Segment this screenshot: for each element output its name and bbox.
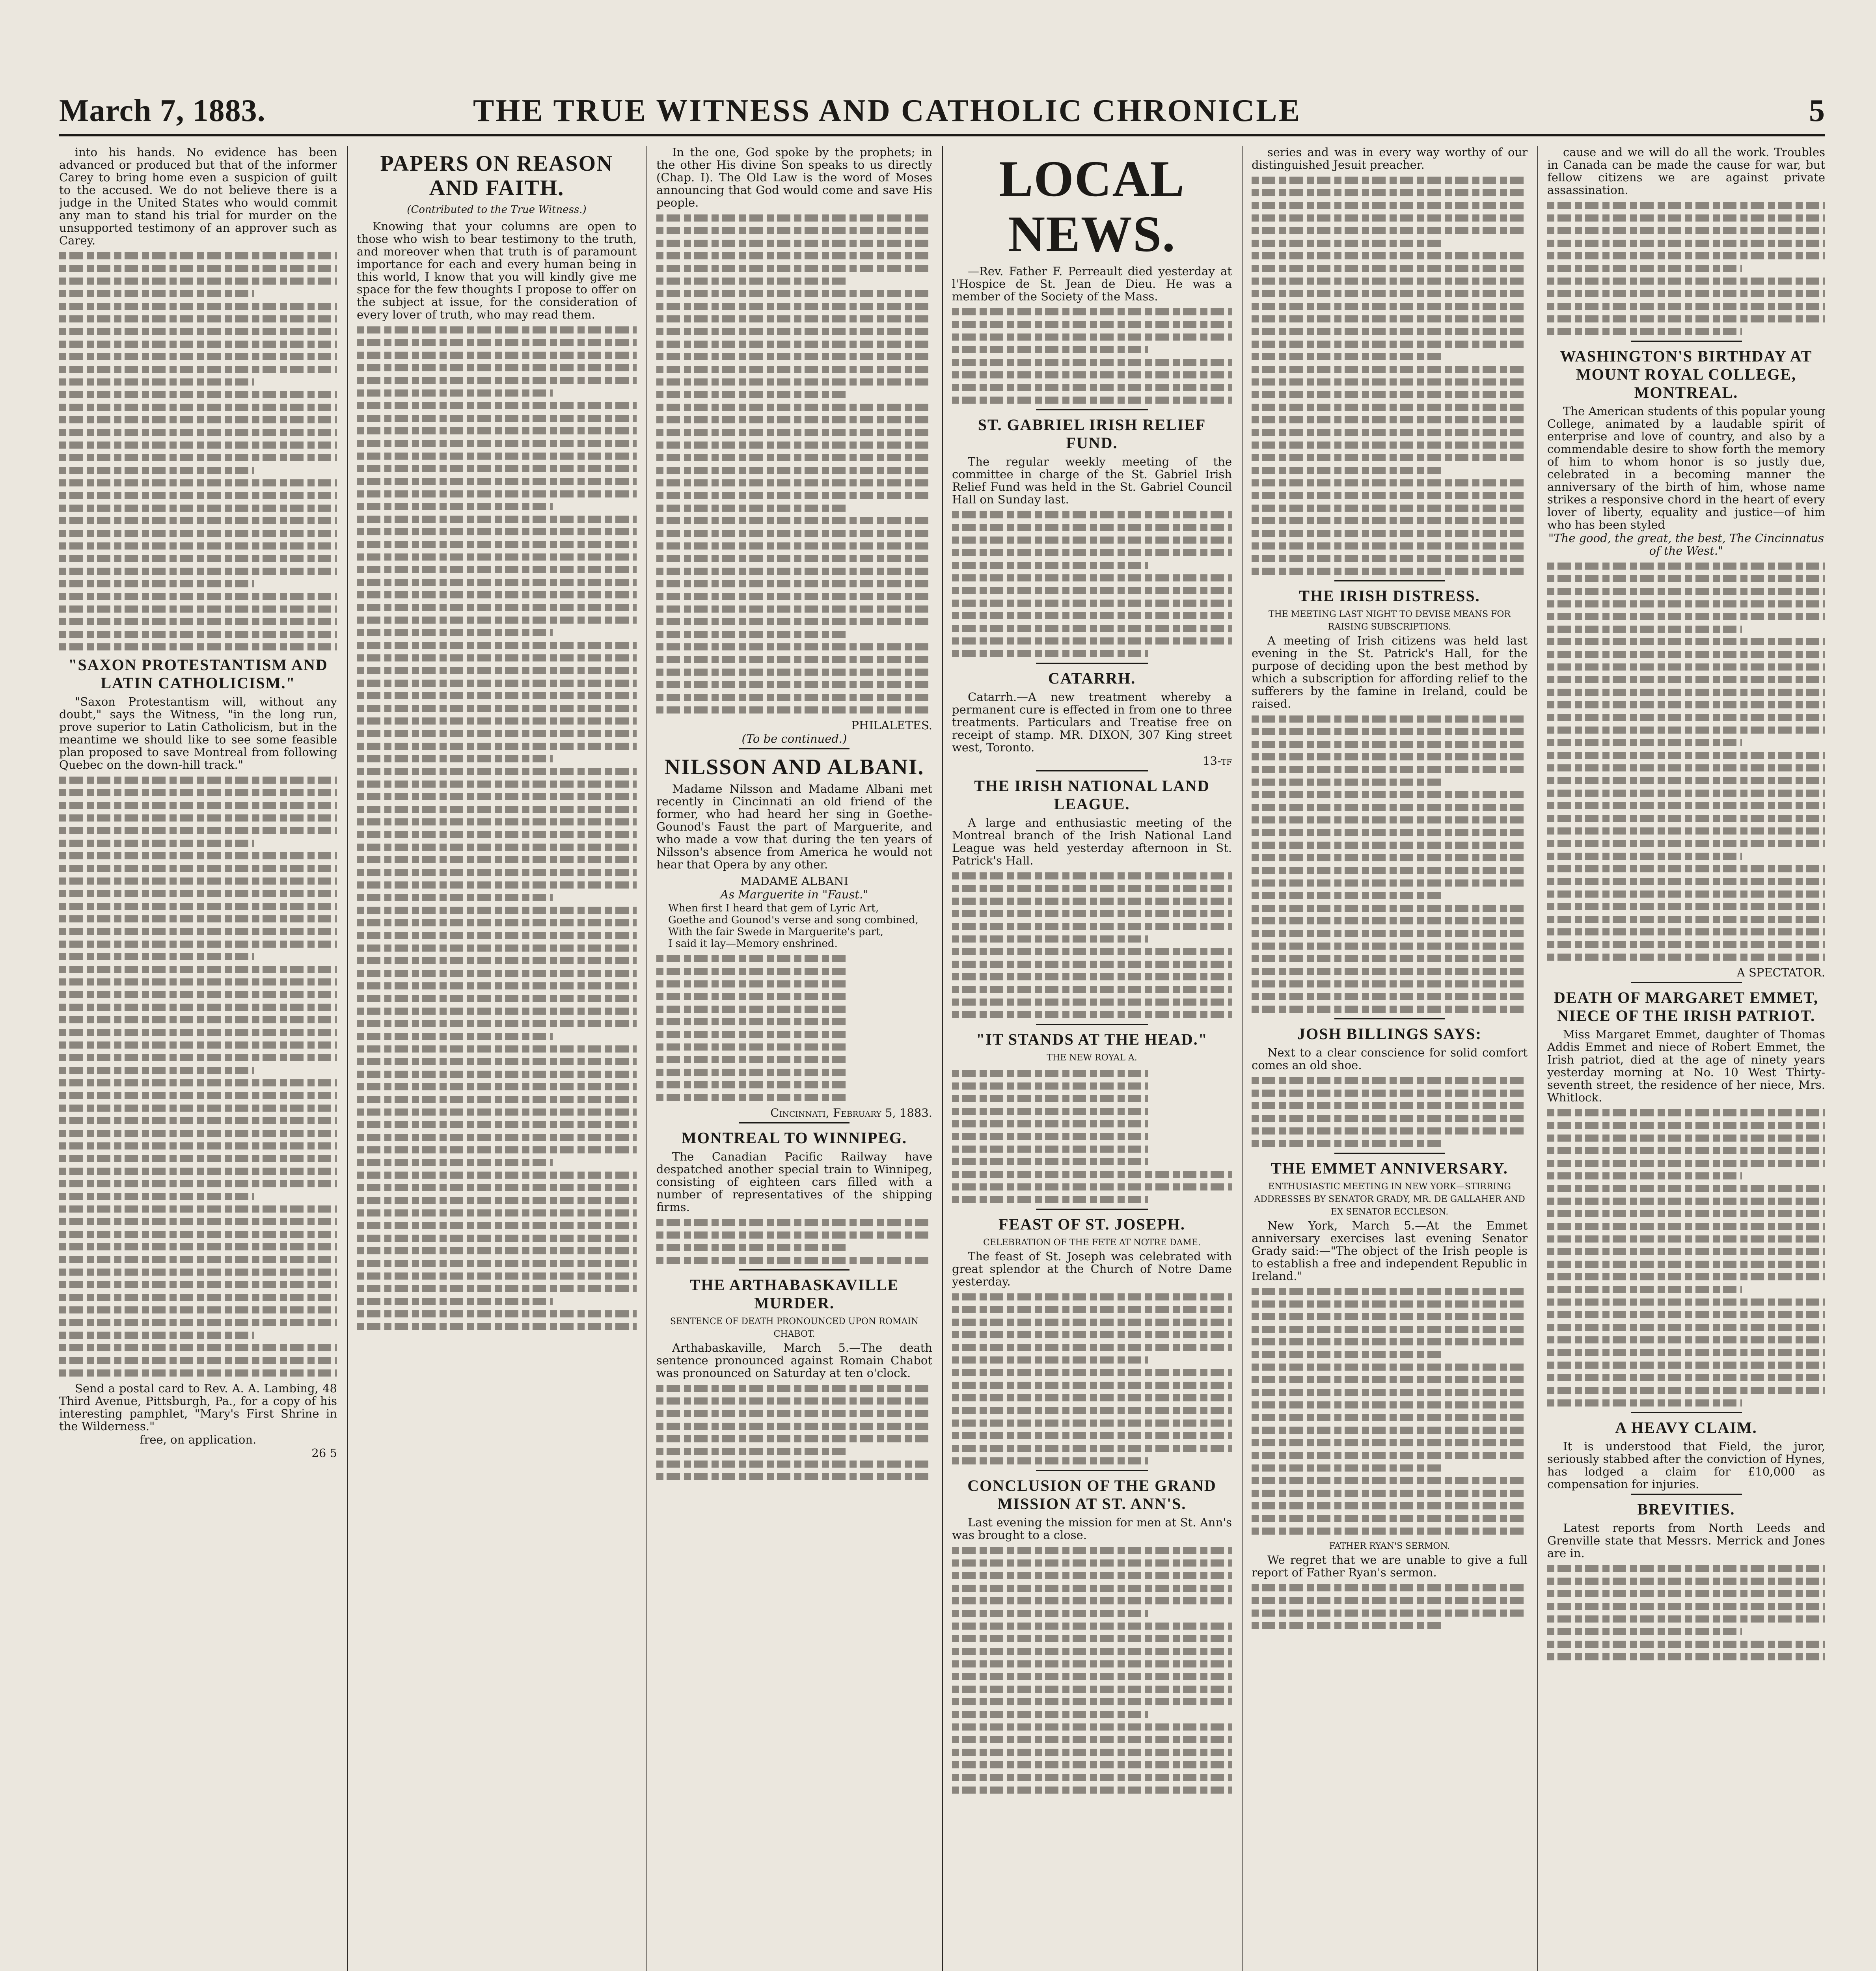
section-heading: PAPERS ON REASON AND FAITH. — [380, 151, 613, 200]
subheading: SENTENCE OF DEATH PRONOUNCED UPON ROMAIN CHABOT. — [670, 1317, 919, 1339]
section-heading: NILSSON AND ALBANI. — [664, 755, 924, 779]
section-heading: CONCLUSION OF THE GRAND MISSION AT ST. ANN'S. — [967, 1477, 1217, 1513]
column-1 — [59, 146, 337, 1971]
column-rule — [347, 146, 348, 1971]
article-text: Knowing that your columns are open to those who wish to bear testimony to the truth, and moreover when that truth is of paramount importance for each and every human being in this world, I know that you will kindly give me space for the few thoughts I propose to offer on the subject at issue, for the consideration of every lover of truth, who may read them. — [357, 220, 637, 321]
article-text: —Rev. Father F. Perreault died yesterday at l'Hospice de St. Jean de Dieu. He was a member of the Society of the Mass. — [952, 265, 1232, 303]
column-5 — [1252, 146, 1528, 1971]
article-text: The Canadian Pacific Railway have despatched another special train to Winnipeg, consisting of eighteen cars filled with a number of representatives of the shipping firms. — [656, 1150, 932, 1214]
text-block — [952, 1547, 1232, 1794]
text-block — [952, 1070, 1232, 1203]
column-rule — [646, 146, 647, 1971]
text-block — [357, 326, 637, 1330]
section-heading: DEATH OF MARGARET EMMET, NIECE OF THE IRISH PATRIOT. — [1554, 989, 1818, 1025]
column-6 — [1547, 146, 1825, 1971]
subheading: (Contributed to the True Witness.) — [407, 204, 587, 216]
text-block — [656, 214, 932, 714]
text-block — [952, 1293, 1232, 1464]
column-rule — [1537, 146, 1538, 1971]
divider — [1036, 663, 1148, 664]
divider — [1036, 1024, 1148, 1025]
section-heading: MONTREAL TO WINNIPEG. — [681, 1129, 907, 1147]
section-heading: THE IRISH DISTRESS. — [1299, 587, 1480, 605]
section-heading: FEAST OF ST. JOSEPH. — [999, 1215, 1185, 1233]
article-text: The American students of this popular young College, animated by a laudable spirit of enterprise and love of country, and also by a commendable desire to show forth the memory of him to whom honor is so justly due, celebrated in a becoming manner the anniversary of the birth of him, whose name strikes a responsive chord in the heart of every lover of liberty, equality and justice—of him who has been styled — [1547, 404, 1825, 531]
article-text: Last evening the mission for men at St. Ann's was brought to a close. — [952, 1516, 1232, 1542]
column-2 — [357, 146, 637, 1971]
divider — [1631, 1412, 1742, 1413]
text-block — [1252, 1077, 1528, 1147]
section-heading: WASHINGTON'S BIRTHDAY AT MOUNT ROYAL COLLEGE, MONTREAL. — [1560, 347, 1813, 401]
divider — [1631, 982, 1742, 983]
ad-reference: 13-tf — [1203, 754, 1232, 768]
subheading: ENTHUSIASTIC MEETING IN NEW YORK—STIRRING ADDRESSES BY SENATOR GRADY, MR. DE GALLAHER AND EX SENATOR ECCLESON. — [1254, 1182, 1525, 1217]
article-text: series and was in every way worthy of our distinguished Jesuit preacher. — [1252, 146, 1528, 171]
subheading: FATHER RYAN'S SERMON. — [1329, 1541, 1450, 1551]
newspaper-title: THE TRUE WITNESS AND CATHOLIC CHRONICLE — [473, 93, 1301, 128]
article-text: into his hands. No evidence has been advanced or produced but that of the informer Carey to bring home even a suspicion of guilt to the accused. We do not believe there is a judge in the United States who would commit any man to stand his trial for murder on the unsupported testimony of an approver such as Carey. — [59, 146, 337, 247]
article-text: Madame Nilsson and Madame Albani met recently in Cincinnati an old friend of the former, who had heard her sing in Goethe-Gounod's Faust the part of Marguerite, and who made a vow that during the ten years of Nilsson's absence from America he would not hear that Opera by any other. — [656, 782, 932, 871]
text-block — [1252, 1288, 1528, 1535]
divider — [1036, 409, 1148, 410]
notice-text: Send a postal card to Rev. A. A. Lambing, 48 Third Avenue, Pittsburgh, Pa., for a copy of his interesting pamphlet, "Mary's First Shrine in the Wilderness." — [59, 1382, 337, 1433]
divider — [1631, 1494, 1742, 1495]
article-text: We regret that we are unable to give a full report of Father Ryan's sermon. — [1252, 1553, 1528, 1579]
masthead — [59, 91, 1825, 136]
section-heading: ST. GABRIEL IRISH RELIEF FUND. — [978, 416, 1206, 452]
article-text: The feast of St. Joseph was celebrated with great splendor at the Church of Notre Dame yesterday. — [952, 1250, 1232, 1288]
section-heading: "SAXON PROTESTANTISM AND LATIN CATHOLICISM." — [68, 656, 328, 692]
subheading: THE NEW ROYAL A. — [1047, 1053, 1137, 1063]
text-block — [656, 1219, 932, 1264]
article-text: A large and enthusiastic meeting of the Montreal branch of the Irish National Land League was held yesterday afternoon in St. Patrick's Hall. — [952, 816, 1232, 867]
article-text: Catarrh.—A new treatment whereby a permanent cure is effected in from one to three treatments. Particulars and Treatise free on receipt of stamp. MR. DIXON, 307 King street west, Toronto. — [952, 690, 1232, 754]
article-text: Next to a clear conscience for solid comfort comes an old shoe. — [1252, 1046, 1528, 1072]
section-heading: "IT STANDS AT THE HEAD." — [976, 1030, 1208, 1048]
article-text: A meeting of Irish citizens was held last evening in the St. Patrick's Hall, for the purpose of deciding upon the best method by which a subscription for affording relief to the sufferers by the famine in Ireland, could be raised. — [1252, 634, 1528, 710]
text-block — [656, 1385, 932, 1480]
article-text: Latest reports from North Leeds and Grenville state that Messrs. Merrick and Jones are in. — [1547, 1521, 1825, 1560]
section-heading: CATARRH. — [1048, 669, 1136, 687]
dateline: Cincinnati, February 5, 1883. — [770, 1106, 932, 1120]
notice-tail: free, on application. — [140, 1433, 257, 1446]
divider — [1334, 580, 1445, 581]
signature: A SPECTATOR. — [1736, 966, 1825, 979]
column-4 — [952, 146, 1232, 1971]
section-heading: BREVITIES. — [1637, 1500, 1735, 1518]
article-text: cause and we will do all the work. Troubles in Canada can be made the cause for war, but fellow citizens we are against private assassination. — [1547, 146, 1825, 197]
text-block — [59, 777, 337, 1377]
issue-date: March 7, 1883. — [59, 93, 266, 128]
text-block — [952, 308, 1232, 404]
page-number: 5 — [1809, 93, 1825, 128]
divider — [1631, 341, 1742, 342]
ad-reference: 26 5 — [311, 1446, 337, 1460]
divider — [739, 748, 850, 749]
article-text: Miss Margaret Emmet, daughter of Thomas Addis Emmet and niece of Robert Emmet, the Irish patriot, died at the age of ninety years yesterday morning at No. 10 West Thirty-seventh street, the residence of her niece, Mrs. Whitlock. — [1547, 1028, 1825, 1104]
text-block — [1547, 1109, 1825, 1407]
section-heading: A HEAVY CLAIM. — [1615, 1419, 1757, 1436]
divider — [1036, 770, 1148, 771]
text-block — [656, 955, 932, 1101]
subheading: CELEBRATION OF THE FETE AT NOTRE DAME. — [983, 1238, 1201, 1248]
section-heading-local-news: LOCAL NEWS. — [999, 151, 1185, 263]
text-block — [952, 511, 1232, 657]
section-heading: JOSH BILLINGS SAYS: — [1297, 1025, 1482, 1043]
text-block — [1252, 715, 1528, 1013]
text-block — [59, 252, 337, 650]
divider — [1036, 1470, 1148, 1471]
divider — [739, 1122, 850, 1123]
text-block — [1547, 563, 1825, 961]
subheading: THE MEETING LAST NIGHT TO DEVISE MEANS FOR RAISING SUBSCRIPTIONS. — [1268, 609, 1511, 632]
poem-title: MADAME ALBANI — [740, 874, 849, 888]
article-text: Arthabaskaville, March 5.—The death sentence pronounced against Romain Chabot was pronounced on Saturday at ten o'clock. — [656, 1341, 932, 1380]
text-block — [1252, 1584, 1528, 1629]
poem-text: When first I heard that gem of Lyric Art, Goethe and Gounod's verse and song combined, With the fair Swede in Marguerite's part, I said it lay—Memory enshrined. — [668, 902, 918, 950]
divider — [1036, 1209, 1148, 1210]
poem-subtitle: As Marguerite in "Faust." — [720, 888, 868, 901]
column-rule — [1242, 146, 1243, 1971]
divider — [1334, 1018, 1445, 1019]
article-text: "Saxon Protestantism will, without any doubt," says the Witness, "in the long run, prove superior to Latin Catholicism, but in the meantime we should like to see some feasible plan proposed to save Montreal from following Quebec on the down-hill track." — [59, 695, 337, 771]
continued-note: (To be continued.) — [741, 732, 847, 745]
divider — [739, 1269, 850, 1271]
quotation: "The good, the great, the best, The Cincinnatus of the West." — [1548, 531, 1824, 557]
article-text: It is understood that Field, the juror, seriously stabbed after the conviction of Hynes, has lodged a claim for £10,000 as compensation for injuries. — [1547, 1440, 1825, 1491]
section-heading: THE IRISH NATIONAL LAND LEAGUE. — [974, 777, 1210, 813]
text-block — [952, 872, 1232, 1018]
column-3 — [656, 146, 932, 1971]
text-block — [1252, 177, 1528, 575]
section-heading: THE ARTHABASKAVILLE MURDER. — [689, 1276, 899, 1312]
article-text: New York, March 5.—At the Emmet anniversary exercises last evening Senator Grady said:—"The object of the Irish people is to establish a free and independent Republic in Ireland." — [1252, 1219, 1528, 1283]
text-block — [1547, 1565, 1825, 1660]
text-block — [1547, 202, 1825, 335]
column-rule — [942, 146, 943, 1971]
divider — [1334, 1153, 1445, 1154]
article-text: In the one, God spoke by the prophets; in the other His divine Son speaks to us directly (Chap. I). The Old Law is the word of Moses announcing that God would come and save His people. — [656, 146, 932, 209]
article-text: The regular weekly meeting of the committee in charge of the St. Gabriel Irish Relief Fund was held in the St. Gabriel Council Hall on Sunday last. — [952, 455, 1232, 506]
section-heading: THE EMMET ANNIVERSARY. — [1271, 1159, 1508, 1177]
signature: PHILALETES. — [851, 719, 932, 732]
